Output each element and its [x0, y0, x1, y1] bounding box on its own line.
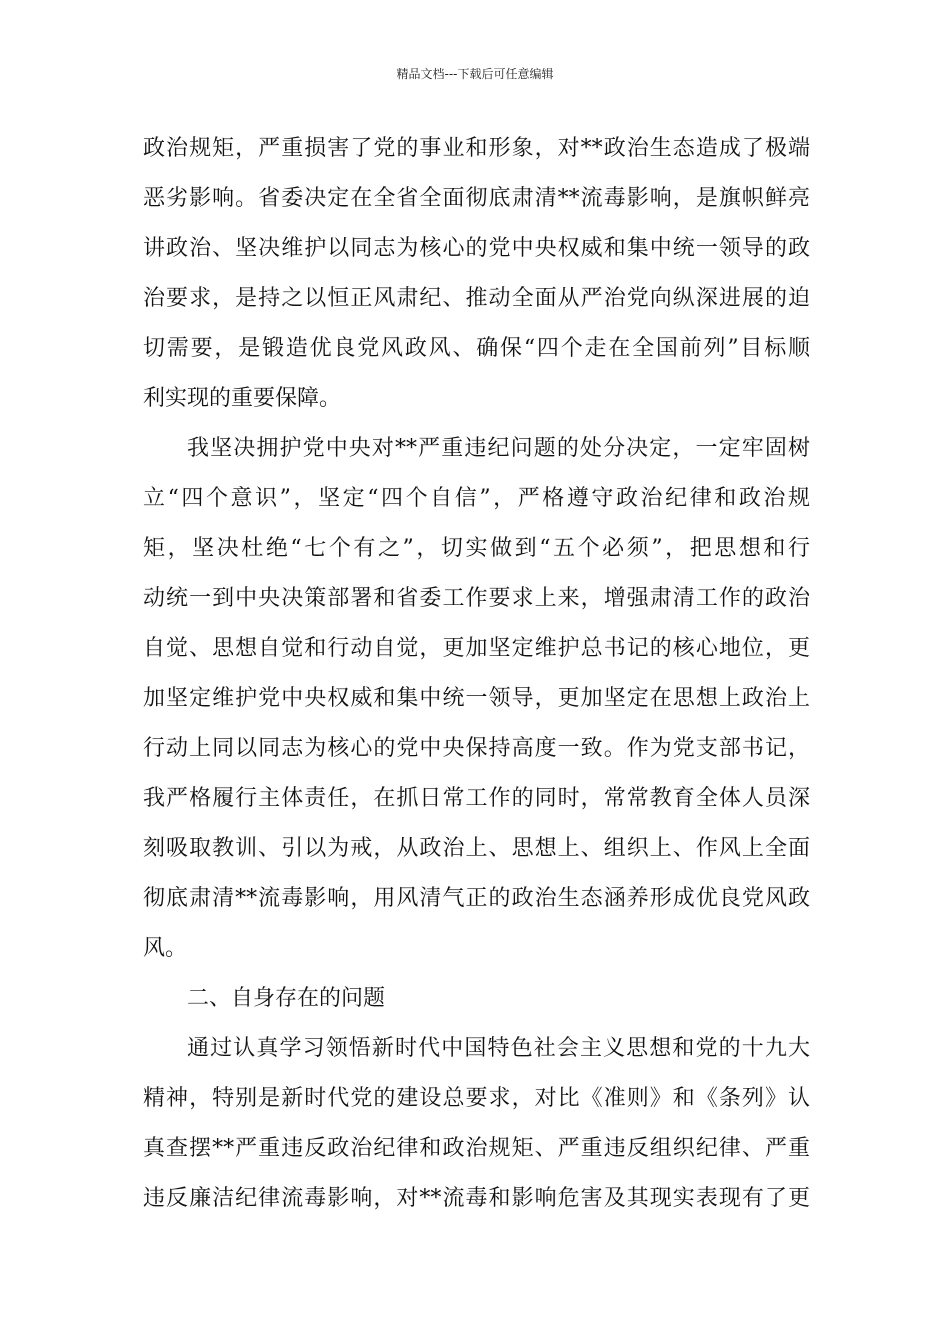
text-line: 利实现的重要保障。 [143, 386, 342, 411]
document-body [143, 124, 810, 1224]
text-line: 违反廉洁纪律流毒影响，对**流毒和影响危害及其现实表现有了更 [143, 1186, 810, 1211]
text-line: 风。 [143, 936, 188, 961]
text-line: 行动上同以同志为核心的党中央保持高度一致。作为党支部书记， [143, 736, 810, 761]
text-line: 加坚定维护党中央权威和集中统一领导，更加坚定在思想上政治上 [143, 686, 810, 711]
text-line: 通过认真学习领悟新时代中国特色社会主义思想和党的十九大 [187, 1036, 810, 1061]
text-line: 立“四个意识”，坚定“四个自信”，严格遵守政治纪律和政治规 [143, 486, 810, 511]
text-line: 矩，坚决杜绝“七个有之”，切实做到“五个必须”，把思想和行 [143, 536, 810, 561]
text-line: 二、自身存在的问题 [187, 986, 386, 1011]
text-line: 彻底肃清**流毒影响，用风清气正的政治生态涵养形成优良党风政 [143, 886, 810, 911]
text-line: 治要求，是持之以恒正风肃纪、推动全面从严治党向纵深进展的迫 [143, 286, 810, 311]
text-line: 动统一到中央决策部署和省委工作要求上来，增强肃清工作的政治 [143, 586, 810, 611]
text-line: 我坚决拥护党中央对**严重违纪问题的处分决定，一定牢固树 [187, 436, 810, 461]
page-header: 精品文档---下载后可任意编辑 [396, 67, 554, 81]
text-line: 我严格履行主体责任，在抓日常工作的同时，常常教育全体人员深 [143, 786, 810, 811]
text-line: 政治规矩，严重损害了党的事业和形象，对**政治生态造成了极端 [143, 136, 810, 161]
text-line: 自觉、思想自觉和行动自觉，更加坚定维护总书记的核心地位，更 [143, 636, 810, 661]
text-line: 切需要，是锻造优良党风政风、确保“四个走在全国前列”目标顺 [143, 336, 810, 361]
text-line: 真查摆**严重违反政治纪律和政治规矩、严重违反组织纪律、严重 [143, 1136, 810, 1161]
text-line: 恶劣影响。省委决定在全省全面彻底肃清**流毒影响，是旗帜鲜亮 [143, 186, 810, 211]
text-line: 精神，特别是新时代党的建设总要求，对比《准则》和《条列》认 [143, 1086, 810, 1111]
text-line: 讲政治、坚决维护以同志为核心的党中央权威和集中统一领导的政 [143, 236, 810, 261]
text-line: 刻吸取教训、引以为戒，从政治上、思想上、组织上、作风上全面 [143, 836, 810, 861]
